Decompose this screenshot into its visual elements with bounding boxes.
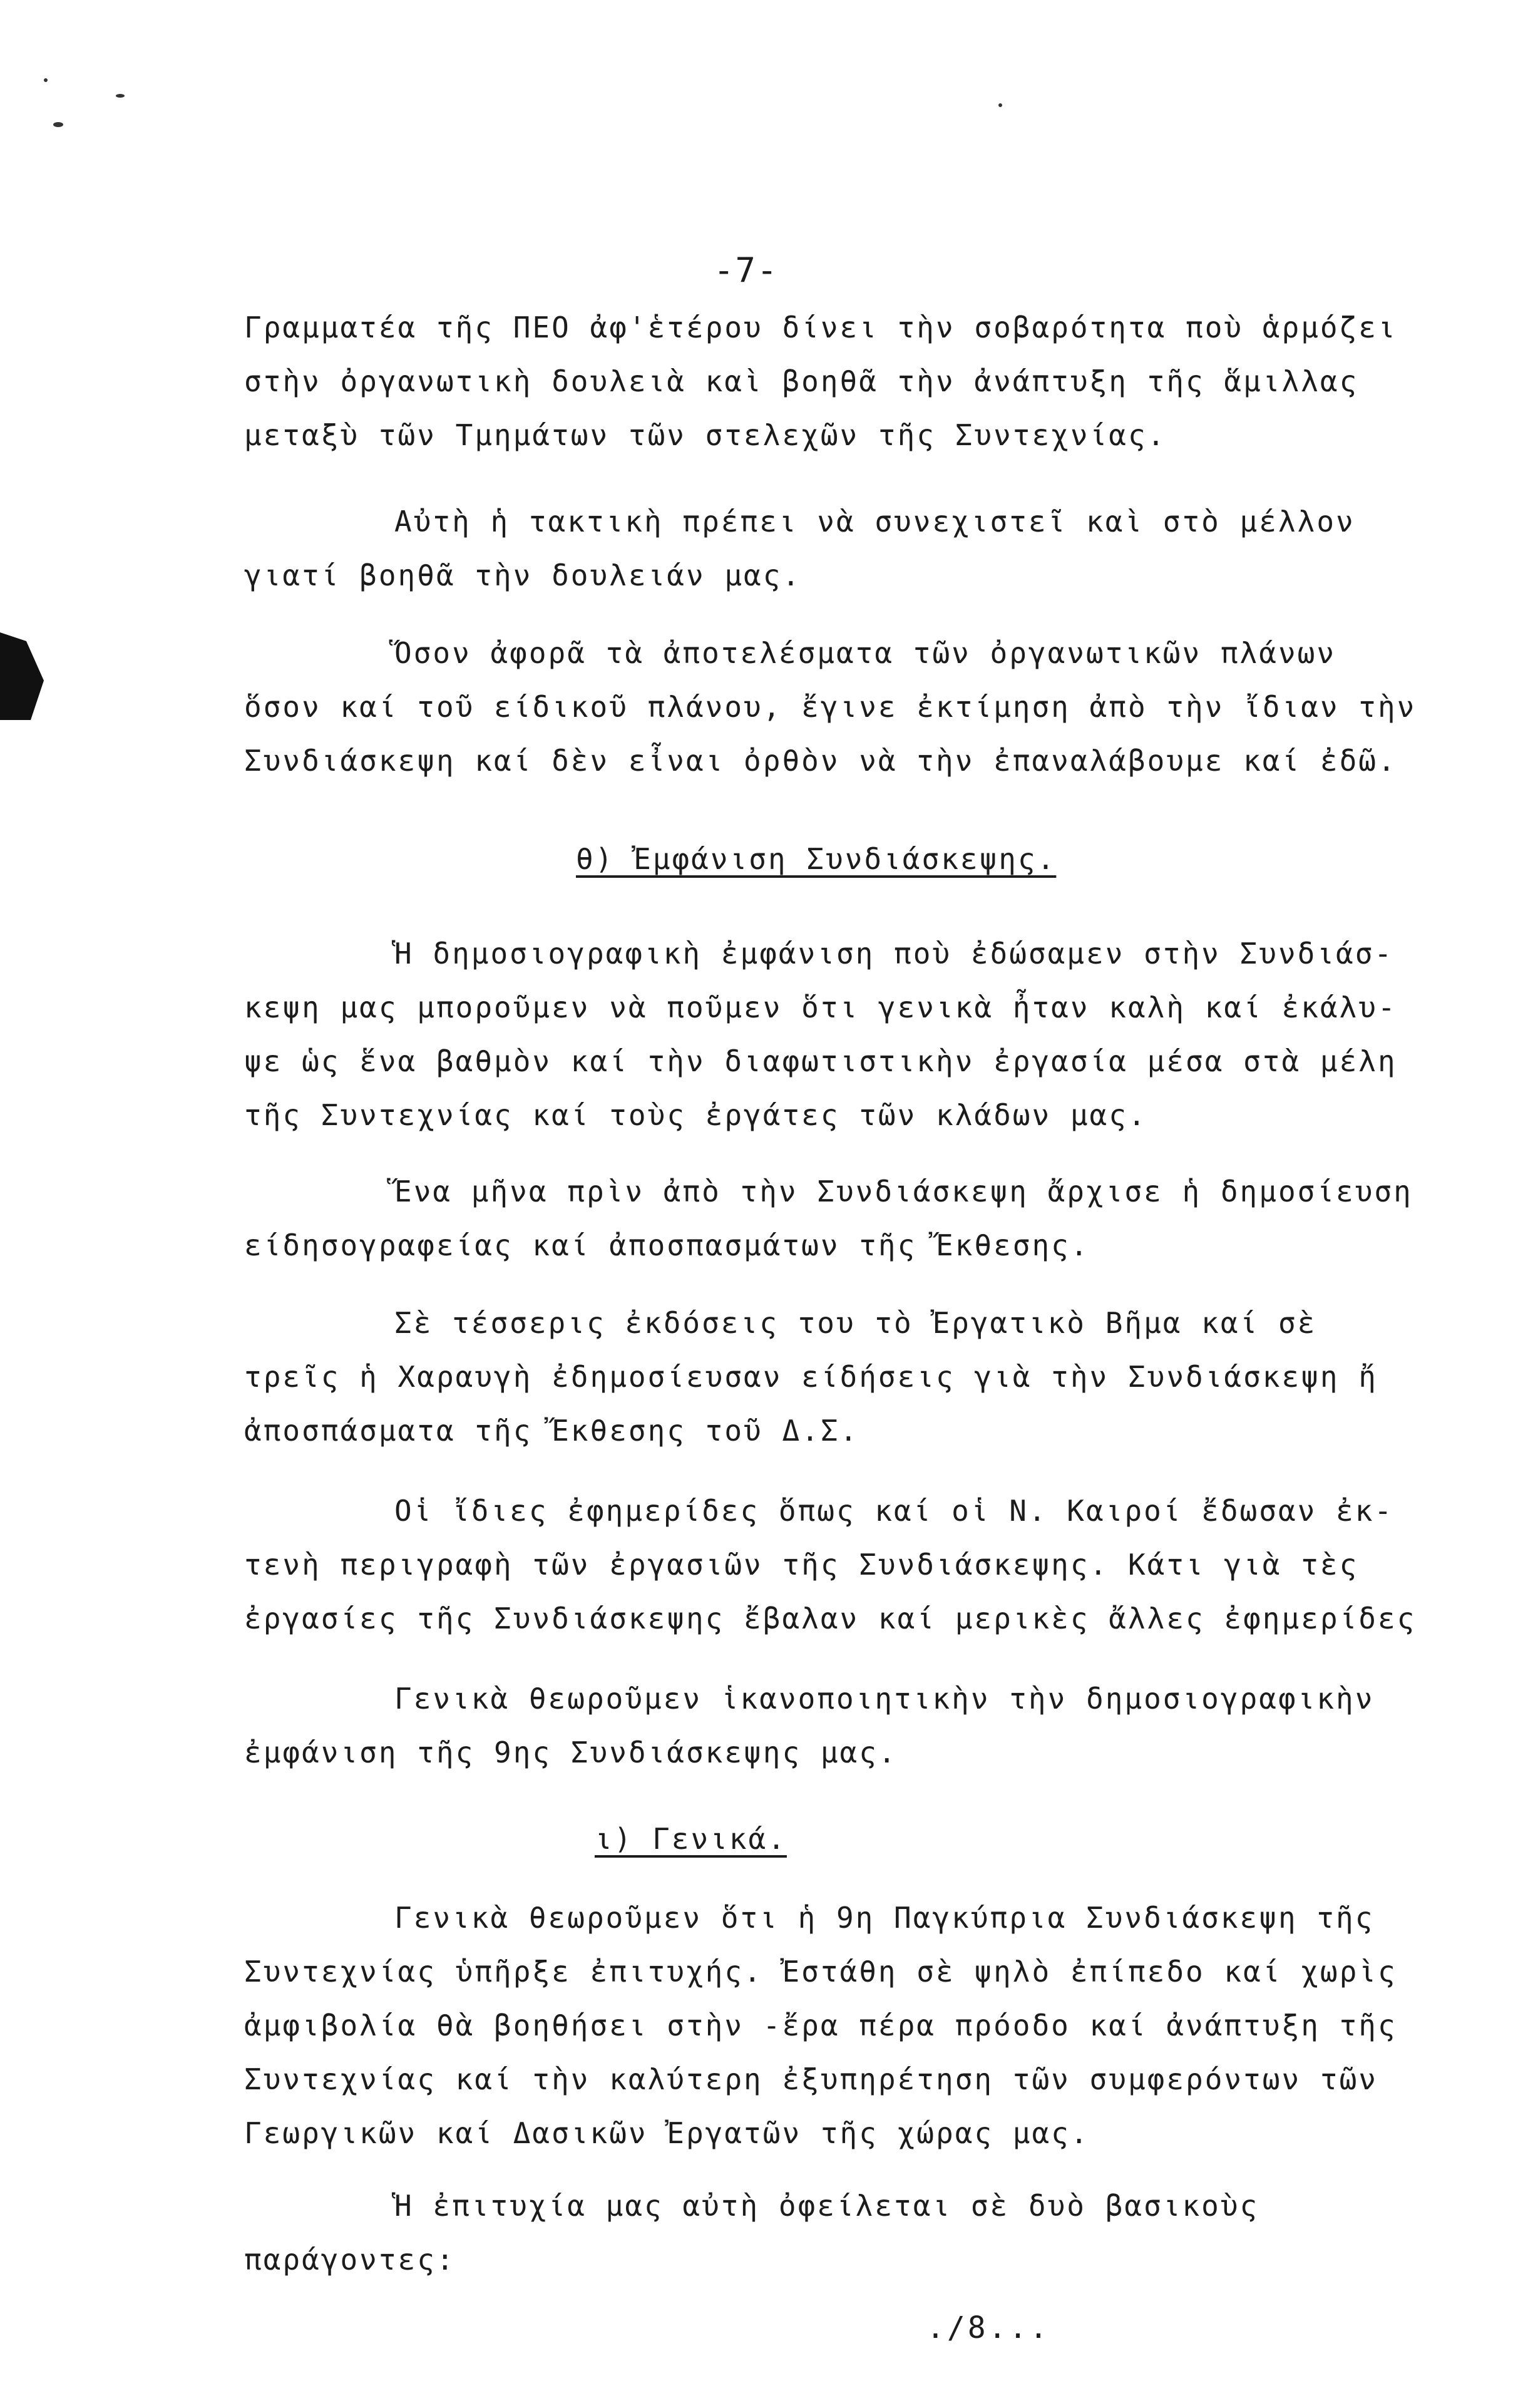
text-line: ψε ὡς ἕνα βαθμὸν καί τὴν διαφωτιστικὴν ἐργασία μέσα στὰ μέλη [244, 1044, 1397, 1078]
text-line: Αὐτὴ ἡ τακτικὴ πρέπει νὰ συνεχιστεῖ καὶ στὸ μέλλον [394, 505, 1355, 538]
paragraph [244, 1672, 1390, 1779]
scan-edge-mark [0, 632, 44, 720]
paragraph [244, 301, 1397, 462]
text-line: Γενικὰ θεωροῦμεν ἱκανοποιητικὴν τὴν δημοσιογραφικὴν [394, 1682, 1375, 1716]
paragraph [244, 927, 1397, 1142]
scan-speck [53, 122, 63, 127]
paragraph [244, 1891, 1397, 2160]
text-line: τενὴ περιγραφὴ τῶν ἐργασιῶν τῆς Συνδιάσκεψης. Κάτι γιὰ τὲς [244, 1548, 1359, 1582]
text-line: Ἡ δημοσιογραφικὴ ἐμφάνιση ποὺ ἐδώσαμεν στὴν Συνδιάσ- [394, 937, 1394, 970]
text-line: μεταξὺ τῶν Τμημάτων τῶν στελεχῶν τῆς Συντεχνίας. [244, 418, 1167, 452]
text-line: παράγοντες: [244, 2243, 456, 2277]
text-line: Ὅσον ἀφορᾶ τὰ ἀποτελέσματα τῶν ὀργανωτικῶν πλάνων [394, 636, 1336, 670]
paragraph [244, 2179, 1390, 2287]
text-line: Σὲ τέσσερις ἐκδόσεις του τὸ Ἐργατικὸ Βῆμα καί σὲ [394, 1306, 1317, 1340]
text-line: Γεωργικῶν καί Δασικῶν Ἐργατῶν τῆς χώρας μας. [244, 2116, 1090, 2150]
text-line: ἀμφιβολία θὰ βοηθήσει στὴν -ἔρα πέρα πρόοδο καί ἀνάπτυξη τῆς [244, 2009, 1397, 2042]
text-line: ἐργασίες τῆς Συνδιάσκεψης ἔβαλαν καί μερικὲς ἄλλες ἐφημερίδες [244, 1602, 1417, 1635]
text-line: Γενικὰ θεωροῦμεν ὅτι ἡ 9η Παγκύπρια Συνδιάσκεψη τῆς [394, 1901, 1375, 1935]
scan-speck [998, 103, 1002, 107]
text-line: Συντεχνίας ὑπῆρξε ἐπιτυχής. Ἐστάθη σὲ ψηλὸ ἐπίπεδο καί χωρὶς [244, 1955, 1397, 1989]
text-line: ἀποσπάσματα τῆς Ἔκθεσης τοῦ Δ.Σ. [244, 1414, 859, 1448]
text-line: Ἕνα μῆνα πρὶν ἀπὸ τὴν Συνδιάσκεψη ἄρχισε ἡ δημοσίευση [394, 1175, 1413, 1208]
scan-speck [44, 78, 48, 82]
paragraph [244, 495, 1390, 602]
paragraph [244, 1165, 1413, 1272]
text-line: ἐμφάνιση τῆς 9ης Συνδιάσκεψης μας. [244, 1736, 898, 1769]
text-line: κεψη μας μποροῦμεν νὰ ποῦμεν ὅτι γενικὰ ἦταν καλὴ καί ἐκάλυ- [244, 990, 1397, 1024]
paragraph [244, 1484, 1417, 1645]
section-heading-iota: ι) Γενικά. [595, 1822, 787, 1856]
text-line: ὅσον καί τοῦ είδικοῦ πλάνου, ἔγινε ἐκτίμηση ἀπὸ τὴν ἴδιαν τὴν [244, 690, 1417, 724]
paragraph [244, 1296, 1390, 1458]
text-line: Γραμματέα τῆς ΠΕΟ ἀφ'ἑτέρου δίνει τὴν σοβαρότητα ποὺ ἁρμόζει [244, 311, 1397, 344]
text-line: Συνδιάσκεψη καί δὲν εἶναι ὀρθὸν νὰ τὴν ἐπαναλάβουμε καί ἐδῶ. [244, 744, 1397, 778]
text-line: γιατί βοηθᾶ τὴν δουλειάν μας. [244, 558, 802, 592]
section-heading-theta: θ) Ἐμφάνιση Συνδιάσκεψης. [576, 842, 1057, 876]
paragraph [244, 626, 1417, 788]
text-line: Συντεχνίας καί τὴν καλύτερη ἐξυπηρέτηση τῶν συμφερόντων τῶν [244, 2062, 1378, 2096]
text-line: τῆς Συντεχνίας καί τοὺς ἐργάτες τῶν κλάδων μας. [244, 1098, 1147, 1132]
text-line: στὴν ὀργανωτικὴ δουλειὰ καὶ βοηθᾶ τὴν ἀνάπτυξη τῆς ἅμιλλας [244, 364, 1359, 398]
text-line: τρεῖς ἡ Χαραυγὴ ἐδημοσίευσαν είδήσεις γιὰ τὴν Συνδιάσκεψη ἤ [244, 1360, 1378, 1394]
page-continuation: ./8... [926, 2310, 1050, 2345]
scan-speck [116, 94, 125, 98]
text-line: είδησογραφείας καί ἀποσπασμάτων τῆς Ἔκθεσης. [244, 1228, 1090, 1262]
text-line: Οἱ ἴδιες ἐφημερίδες ὅπως καί οἱ Ν. Καιροί ἔδωσαν ἐκ- [394, 1494, 1394, 1528]
text-line: Ἡ ἐπιτυχία μας αὐτὴ ὀφείλεται σὲ δυὸ βασικοὺς [394, 2189, 1259, 2223]
page-number: -7- [714, 250, 779, 290]
